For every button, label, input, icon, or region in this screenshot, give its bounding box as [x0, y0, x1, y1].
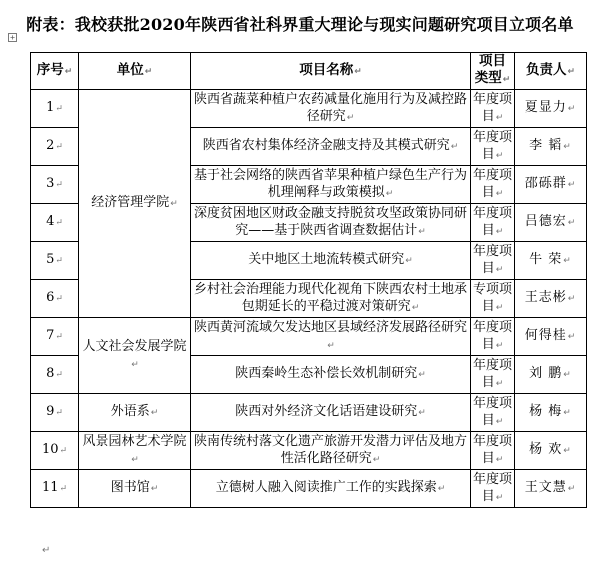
- unit-cell-humanities: 人文社会发展学院↵: [79, 318, 191, 394]
- table-row: [31, 318, 587, 356]
- project-leader: 夏显力↵: [515, 90, 587, 128]
- project-type: 年度项目↵: [471, 204, 515, 242]
- project-name: 立德树人融入阅读推广工作的实践探索↵: [191, 470, 471, 508]
- project-leader: 杨 梅↵: [515, 394, 587, 432]
- table-move-handle-icon[interactable]: +: [8, 33, 17, 42]
- unit-cell-landscape-art: 风景园林艺术学院↵: [79, 432, 191, 470]
- table-row: [31, 432, 587, 470]
- header-unit: 单位↵: [79, 53, 191, 90]
- row-serial: 11↵: [31, 470, 79, 508]
- project-type: 专项项目↵: [471, 280, 515, 318]
- project-name: 陕南传统村落文化遗产旅游开发潜力评估及地方性活化路径研究↵: [191, 432, 471, 470]
- project-type: 年度项目↵: [471, 432, 515, 470]
- project-leader: 王志彬↵: [515, 280, 587, 318]
- row-serial: 1↵: [31, 90, 79, 128]
- project-leader: 邵砾群↵: [515, 166, 587, 204]
- row-serial: 3↵: [31, 166, 79, 204]
- row-serial: 9↵: [31, 394, 79, 432]
- project-type: 年度项目↵: [471, 90, 515, 128]
- table-row: [31, 90, 587, 128]
- header-project: 项目名称↵: [191, 53, 471, 90]
- project-leader: 刘 鹏↵: [515, 356, 587, 394]
- row-serial: 5↵: [31, 242, 79, 280]
- unit-cell-library: 图书馆↵: [79, 470, 191, 508]
- header-leader: 负责人↵: [515, 53, 587, 90]
- row-serial: 10↵: [31, 432, 79, 470]
- project-type: 年度项目↵: [471, 318, 515, 356]
- project-leader: 何得桂↵: [515, 318, 587, 356]
- row-serial: 2↵: [31, 128, 79, 166]
- project-type: 年度项目↵: [471, 356, 515, 394]
- paragraph-mark: ↵: [42, 545, 51, 556]
- project-type: 年度项目↵: [471, 128, 515, 166]
- project-leader: 李 韬↵: [515, 128, 587, 166]
- project-list-table: [30, 52, 587, 508]
- project-name: 陕西省农村集体经济金融支持及其模式研究↵: [191, 128, 471, 166]
- table-row: [31, 470, 587, 508]
- project-name: 乡村社会治理能力现代化视角下陕西农村土地承包期延长的平稳过渡对策研究↵: [191, 280, 471, 318]
- project-leader: 吕德宏↵: [515, 204, 587, 242]
- project-leader: 王文慧↵: [515, 470, 587, 508]
- project-name: 关中地区土地流转模式研究↵: [191, 242, 471, 280]
- project-name: 基于社会网络的陕西省苹果种植户绿色生产行为机理阐释与政策模拟↵: [191, 166, 471, 204]
- project-type: 年度项目↵: [471, 394, 515, 432]
- project-name: 深度贫困地区财政金融支持脱贫攻坚政策协同研究——基于陕西省调查数据估计↵: [191, 204, 471, 242]
- header-type: 项目类型↵: [471, 53, 515, 90]
- project-leader: 牛 荣↵: [515, 242, 587, 280]
- unit-cell-foreign-languages: 外语系↵: [79, 394, 191, 432]
- project-name: 陕西省蔬菜种植户农药减量化施用行为及减控路径研究↵: [191, 90, 471, 128]
- table-header-row: [31, 53, 587, 90]
- document-title: 附表：我校获批2020年陕西省社科界重大理论与现实问题研究项目立项名单: [26, 15, 574, 34]
- project-leader: 杨 欢↵: [515, 432, 587, 470]
- header-serial: 序号↵: [31, 53, 79, 90]
- row-serial: 4↵: [31, 204, 79, 242]
- row-serial: 8↵: [31, 356, 79, 394]
- project-name: 陕西对外经济文化话语建设研究↵: [191, 394, 471, 432]
- unit-cell-economics: 经济管理学院↵: [79, 90, 191, 318]
- table-row: [31, 394, 587, 432]
- project-name: 陕西秦岭生态补偿长效机制研究↵: [191, 356, 471, 394]
- project-type: 年度项目↵: [471, 470, 515, 508]
- row-serial: 6↵: [31, 280, 79, 318]
- project-type: 年度项目↵: [471, 242, 515, 280]
- project-name: 陕西黄河流域欠发达地区县域经济发展路径研究↵: [191, 318, 471, 356]
- project-type: 年度项目↵: [471, 166, 515, 204]
- row-serial: 7↵: [31, 318, 79, 356]
